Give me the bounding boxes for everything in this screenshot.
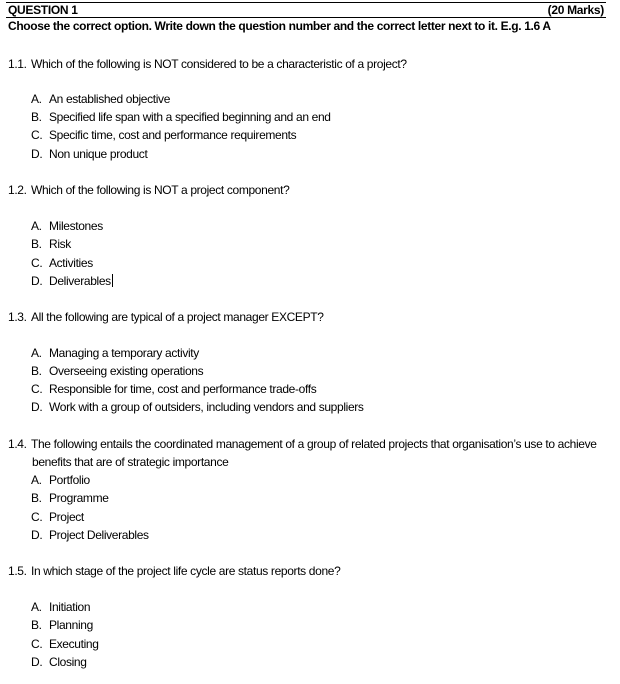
option-letter: A. bbox=[31, 600, 42, 614]
option-1-2-a bbox=[31, 219, 103, 233]
option-1-4-b bbox=[31, 491, 109, 505]
question-number: 1.4. bbox=[8, 437, 27, 451]
question-1-1 bbox=[8, 57, 407, 71]
option-text: An established objective bbox=[49, 92, 171, 106]
option-1-1-d bbox=[31, 147, 147, 161]
option-1-2-b bbox=[31, 237, 71, 251]
question-1-4 bbox=[8, 437, 597, 451]
option-letter: B. bbox=[31, 364, 42, 378]
option-text: Planning bbox=[49, 618, 93, 632]
question-text: The following entails the coordinated management of a group of related projects that organisation’s use to achieve bbox=[31, 437, 597, 451]
question-number: 1.5. bbox=[8, 564, 27, 578]
option-text: Managing a temporary activity bbox=[49, 346, 199, 360]
option-1-3-c bbox=[31, 382, 316, 396]
option-letter: B. bbox=[31, 237, 42, 251]
text-cursor bbox=[112, 274, 113, 287]
option-letter: D. bbox=[31, 274, 43, 288]
option-letter: D. bbox=[31, 655, 43, 669]
option-letter: C. bbox=[31, 128, 43, 142]
question-1-5 bbox=[8, 564, 340, 578]
question-text: Which of the following is NOT a project component? bbox=[31, 183, 290, 197]
marks-label: (20 Marks) bbox=[547, 3, 604, 17]
option-letter: A. bbox=[31, 473, 42, 487]
option-letter: D. bbox=[31, 400, 43, 414]
option-letter: A. bbox=[31, 92, 42, 106]
question-number: 1.2. bbox=[8, 183, 27, 197]
option-text: Overseeing existing operations bbox=[49, 364, 204, 378]
question-text: In which stage of the project life cycle are status reports done? bbox=[31, 564, 341, 578]
question-1-2 bbox=[8, 183, 289, 197]
option-1-4-a bbox=[31, 473, 90, 487]
option-text: Work with a group of outsiders, including vendors and suppliers bbox=[49, 400, 364, 414]
option-text: Portfolio bbox=[49, 473, 90, 487]
option-text: Specific time, cost and performance requirements bbox=[49, 128, 297, 142]
option-letter: D. bbox=[31, 528, 43, 542]
option-1-3-a bbox=[31, 346, 199, 360]
option-text: Deliverables bbox=[49, 274, 111, 288]
option-1-5-c bbox=[31, 637, 99, 651]
option-letter: B. bbox=[31, 110, 42, 124]
option-1-4-c bbox=[31, 510, 84, 524]
option-text: Risk bbox=[49, 237, 71, 251]
option-text: Specified life span with a specified beginning and an end bbox=[49, 110, 331, 124]
option-text: Initiation bbox=[49, 600, 91, 614]
option-text: Project Deliverables bbox=[49, 528, 149, 542]
option-text: Programme bbox=[49, 491, 109, 505]
option-text: Activities bbox=[49, 256, 93, 270]
option-1-2-d bbox=[31, 274, 113, 288]
option-letter: C. bbox=[31, 637, 43, 651]
option-1-1-a bbox=[31, 92, 170, 106]
option-letter: B. bbox=[31, 618, 42, 632]
option-letter: A. bbox=[31, 346, 42, 360]
header-rule bbox=[6, 2, 606, 18]
question-number: 1.1. bbox=[8, 57, 27, 71]
option-text: Closing bbox=[49, 655, 87, 669]
question-number: 1.3. bbox=[8, 310, 27, 324]
option-1-4-d bbox=[31, 528, 149, 542]
option-text: Responsible for time, cost and performance trade-offs bbox=[49, 382, 317, 396]
question-text: Which of the following is NOT considered to be a characteristic of a project? bbox=[31, 57, 407, 71]
option-1-2-c bbox=[31, 256, 93, 270]
option-letter: C. bbox=[31, 510, 43, 524]
question-text: All the following are typical of a project manager EXCEPT? bbox=[31, 310, 324, 324]
option-text: Non unique product bbox=[49, 147, 148, 161]
option-text: Milestones bbox=[49, 219, 103, 233]
option-1-5-b bbox=[31, 618, 93, 632]
option-letter: B. bbox=[31, 491, 42, 505]
option-letter: C. bbox=[31, 256, 43, 270]
option-1-5-d bbox=[31, 655, 87, 669]
option-1-1-c bbox=[31, 128, 296, 142]
option-text: Executing bbox=[49, 637, 99, 651]
instruction-text: Choose the correct option. Write down the question number and the correct letter next to it. E.g. 1.6 A bbox=[8, 19, 551, 33]
question-1-3 bbox=[8, 310, 324, 324]
option-1-1-b bbox=[31, 110, 331, 124]
option-letter: A. bbox=[31, 219, 42, 233]
option-1-5-a bbox=[31, 600, 90, 614]
option-letter: D. bbox=[31, 147, 43, 161]
option-text: Project bbox=[49, 510, 84, 524]
option-1-3-d bbox=[31, 400, 364, 414]
question-title: QUESTION 1 bbox=[8, 3, 78, 17]
option-1-3-b bbox=[31, 364, 203, 378]
question-text-continued: benefits that are of strategic importance bbox=[32, 455, 229, 469]
option-letter: C. bbox=[31, 382, 43, 396]
